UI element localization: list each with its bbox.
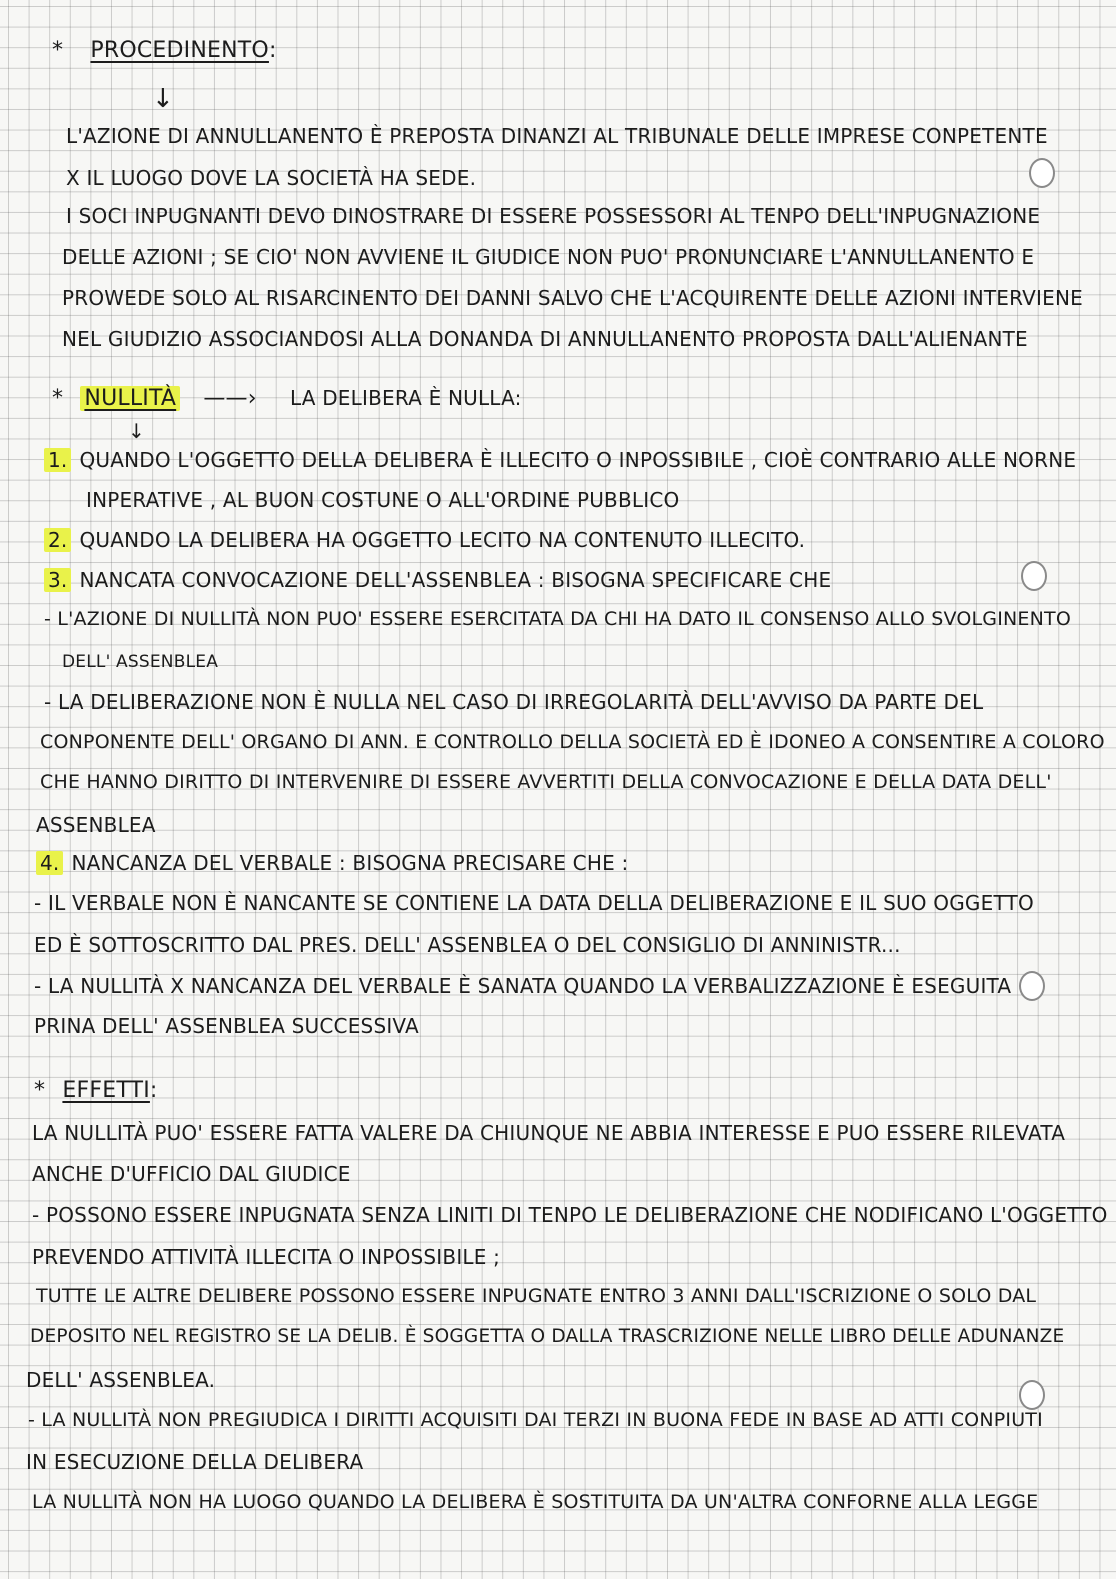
text-line: TUTTE LE ALTRE DELIBERE POSSONO ESSERE INPUGNATE ENTRO 3 ANNI DALL'ISCRIZIONE O SOLO DAL [36,1285,1037,1307]
text-line: ED È SOTTOSCRITTO DAL PRES. DELL' ASSENBLEA O DEL CONSIGLIO DI ANNINISTR... [34,933,901,957]
intro-text: LA DELIBERA È NULLA: [289,386,522,410]
text-line: - POSSONO ESSERE INPUGNATA SENZA LINITI DI TENPO LE DELIBERAZIONE CHE NODIFICANO L'OGGETTO [32,1203,1108,1227]
item-text: QUANDO L'OGGETTO DELLA DELIBERA È ILLECITO O INPOSSIBILE , CIOÈ CONTRARIO ALLE NORNE [79,448,1077,472]
right-arrow-icon: ——› [203,386,257,411]
text-line: I SOCI INPUGNANTI DEVO DINOSTRARE DI ESSERE POSSESSORI AL TENPO DELL'INPUGNAZIONE [66,204,1041,228]
text-line: - IL VERBALE NON È NANCANTE SE CONTIENE LA DATA DELLA DELIBERAZIONE E IL SUO OGGETTO [34,891,1034,915]
text-line: IN ESECUZIONE DELLA DELIBERA [26,1450,364,1474]
item-text: NANCANZA DEL VERBALE : BISOGNA PRECISARE CHE : [71,851,629,875]
list-item-3 [44,568,1116,592]
text-line: - LA NULLITÀ X NANCANZA DEL VERBALE È SANATA QUANDO LA VERBALIZZAZIONE È ESEGUITA [34,974,1012,998]
colon: : [268,38,277,63]
section-heading-nullita [52,386,1116,411]
text-line: ASSENBLEA [36,813,156,837]
text-line: - LA DELIBERAZIONE NON È NULLA NEL CASO DI IRREGOLARITÀ DELL'AVVISO DA PARTE DEL [44,690,984,714]
text-line: DEPOSITO NEL REGISTRO SE LA DELIB. È SOGGETTA O DALLA TRASCRIZIONE NELLE LIBRO DELLE ADUNANZE [30,1326,1065,1347]
colon: : [149,1078,158,1103]
list-item-1 [44,448,1116,472]
down-arrow-icon: ↓ [152,84,174,114]
heading-text: EFFETTI [62,1078,150,1103]
section-heading-procedimento [52,38,1116,63]
text-line: DELLE AZIONI ; SE CIO' NON AVVIENE IL GIUDICE NON PUO' PRONUNCIARE L'ANNULLANENTO E [62,245,1035,269]
item-number: 3. [44,568,71,592]
down-arrow-icon: ↓ [128,419,145,443]
text-line: NEL GIUDIZIO ASSOCIANDOSI ALLA DONANDA DI ANNULLANENTO PROPOSTA DALL'ALIENANTE [62,327,1028,351]
item-number: 1. [44,448,71,472]
text-line: - LA NULLITÀ NON PREGIUDICA I DIRITTI ACQUISITI DAI TERZI IN BUONA FEDE IN BASE AD ATTI CONPIUTI [28,1409,1043,1431]
item-text: QUANDO LA DELIBERA HA OGGETTO LECITO NA CONTENUTO ILLECITO. [79,528,806,552]
heading-text: NULLITÀ [80,386,180,411]
text-line: CONPONENTE DELL' ORGANO DI ANN. E CONTROLLO DELLA SOCIETÀ ED È IDONEO A CONSENTIRE A COLORO [40,731,1105,753]
heading-text: PROCEDINENTO [90,38,269,63]
text-line: - L'AZIONE DI NULLITÀ NON PUO' ESSERE ESERCITATA DA CHI HA DATO IL CONSENSO ALLO SVOLGINENTO [44,608,1072,630]
bullet: * [52,38,64,63]
item-text: NANCATA CONVOCAZIONE DELL'ASSENBLEA : BISOGNA SPECIFICARE CHE [79,568,832,592]
text-line: L'AZIONE DI ANNULLANENTO È PREPOSTA DINANZI AL TRIBUNALE DELLE IMPRESE CONPETENTE [66,124,1048,148]
bullet: * [52,386,64,411]
section-heading-effetti [34,1078,1116,1103]
text-line: LA NULLITÀ NON HA LUOGO QUANDO LA DELIBERA È SOSTITUITA DA UN'ALTRA CONFORNE ALLA LEGGE [32,1491,1039,1513]
text-line: INPERATIVE , AL BUON COSTUNE O ALL'ORDINE PUBBLICO [86,488,680,512]
text-line: PROWEDE SOLO AL RISARCINENTO DEI DANNI SALVO CHE L'ACQUIRENTE DELLE AZIONI INTERVIENE [62,286,1083,310]
text-line: PREVENDO ATTIVITÀ ILLECITA O INPOSSIBILE ; [32,1245,501,1269]
text-line: DELL' ASSENBLEA. [26,1368,216,1392]
text-line: CHE HANNO DIRITTO DI INTERVENIRE DI ESSERE AVVERTITI DELLA CONVOCAZIONE E DELLA DATA DELL' [40,771,1052,793]
item-number: 4. [36,851,63,875]
text-line: DELL' ASSENBLEA [62,652,219,672]
list-item-4 [36,851,1116,875]
text-line: LA NULLITÀ PUO' ESSERE FATTA VALERE DA CHIUNQUE NE ABBIA INTERESSE E PUO ESSERE RILEVATA [32,1121,1066,1145]
bullet: * [34,1078,46,1103]
text-line: PRINA DELL' ASSENBLEA SUCCESSIVA [34,1014,419,1038]
list-item-2 [44,528,1116,552]
text-line: X IL LUOGO DOVE LA SOCIETÀ HA SEDE. [66,166,477,190]
item-number: 2. [44,528,71,552]
text-line: ANCHE D'UFFICIO DAL GIUDICE [32,1162,351,1186]
